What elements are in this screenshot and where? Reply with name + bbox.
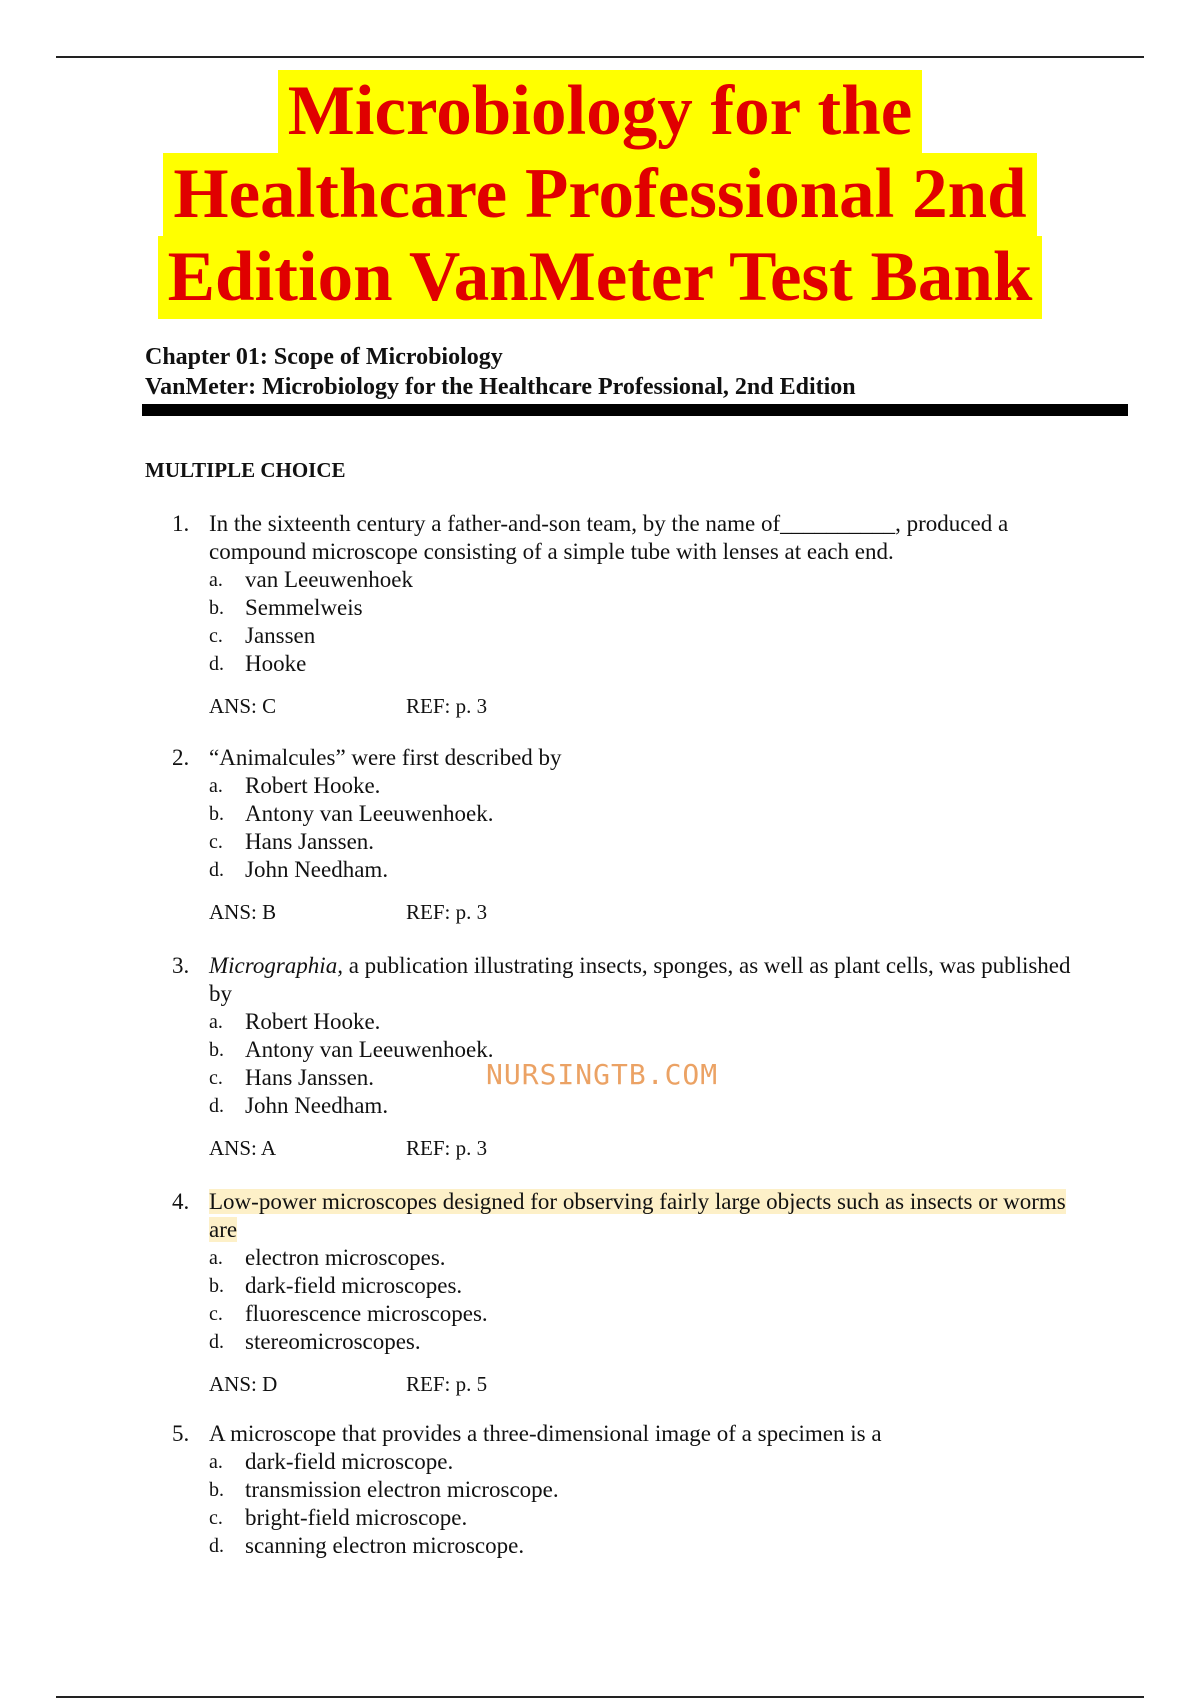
- option-text: Antony van Leeuwenhoek.: [245, 801, 494, 826]
- stem-text: a publication illustrating insects, sponges, as well as plant cells, was published: [342, 953, 1071, 978]
- stem-line: by: [209, 981, 232, 1006]
- option-text: Janssen: [245, 623, 316, 648]
- answer-line: [209, 1370, 1119, 1398]
- option-text: fluorescence microscopes.: [245, 1301, 488, 1326]
- chapter-heading: [145, 342, 856, 402]
- option-letter: c.: [209, 1303, 223, 1325]
- question-1: [172, 510, 1119, 720]
- highlighted-text: Low-power microscopes designed for observing fairly large objects such as insects or worms: [209, 1189, 1066, 1214]
- option-text: Robert Hooke.: [245, 1009, 381, 1034]
- option-b: [209, 594, 1119, 622]
- top-rule: [56, 56, 1144, 58]
- option-d: [209, 1328, 1119, 1356]
- answer-key: ANS: A: [209, 1136, 277, 1160]
- option-text: electron microscopes.: [245, 1245, 446, 1270]
- option-letter: c.: [209, 1507, 223, 1529]
- question-2: [172, 744, 1119, 926]
- answer-line: [209, 898, 1119, 926]
- option-letter: b.: [209, 597, 224, 619]
- publication-title: Micrographia,: [209, 953, 343, 978]
- option-a: [209, 1008, 1119, 1036]
- option-text: Robert Hooke.: [245, 773, 381, 798]
- option-letter: c.: [209, 1067, 223, 1089]
- option-letter: d.: [209, 653, 224, 675]
- title-line-2: Healthcare Professional 2nd: [163, 153, 1036, 236]
- stem-line: [209, 952, 1119, 980]
- chapter-title: Chapter 01: Scope of Microbiology: [145, 344, 503, 370]
- book-title: VanMeter: Microbiology for the Healthcare Professional, 2nd Edition: [145, 374, 856, 400]
- option-d: [209, 1532, 1119, 1560]
- option-text: transmission electron microscope.: [245, 1477, 559, 1502]
- option-a: [209, 1244, 1119, 1272]
- option-letter: a.: [209, 1247, 223, 1269]
- answer-key: ANS: D: [209, 1372, 278, 1396]
- option-d: [209, 856, 1119, 884]
- option-letter: d.: [209, 1331, 224, 1353]
- option-text: bright-field microscope.: [245, 1505, 468, 1530]
- option-a: [209, 772, 1119, 800]
- answer-reference: REF: p. 3: [406, 1136, 488, 1160]
- heading-divider: [142, 404, 1128, 416]
- option-text: Antony van Leeuwenhoek.: [245, 1037, 494, 1062]
- option-letter: d.: [209, 1535, 224, 1557]
- highlighted-text: are: [209, 1217, 238, 1242]
- option-letter: b.: [209, 803, 224, 825]
- question-number: 2.: [172, 745, 190, 770]
- option-b: [209, 1476, 1119, 1504]
- option-text: dark-field microscopes.: [245, 1273, 463, 1298]
- question-number: 1.: [172, 511, 190, 536]
- option-letter: b.: [209, 1479, 224, 1501]
- question-stem: [209, 952, 1119, 1008]
- option-text: John Needham.: [245, 1093, 389, 1118]
- option-letter: d.: [209, 1095, 224, 1117]
- stem-line: “Animalcules” were first described by: [209, 745, 562, 770]
- title-line-1: Microbiology for the: [278, 70, 922, 153]
- option-letter: d.: [209, 859, 224, 881]
- option-text: stereomicroscopes.: [245, 1329, 421, 1354]
- answer-reference: REF: p. 3: [406, 694, 488, 718]
- option-letter: c.: [209, 831, 223, 853]
- option-c: [209, 1300, 1119, 1328]
- bottom-rule: [56, 1696, 1144, 1698]
- option-a: [209, 1448, 1119, 1476]
- option-d: [209, 1092, 1119, 1120]
- option-text: scanning electron microscope.: [245, 1533, 525, 1558]
- option-text: Hans Janssen.: [245, 829, 375, 854]
- stem-line: [209, 1188, 1119, 1216]
- option-text: Semmelweis: [245, 595, 363, 620]
- title-line-3: Edition VanMeter Test Bank: [158, 236, 1043, 319]
- option-letter: c.: [209, 625, 223, 647]
- stem-line: In the sixteenth century a father-and-son team, by the name of__________, produced a: [209, 511, 1009, 536]
- question-4: [172, 1188, 1119, 1398]
- option-letter: a.: [209, 1011, 223, 1033]
- option-letter: a.: [209, 775, 223, 797]
- option-c: [209, 828, 1119, 856]
- answer-key: ANS: B: [209, 900, 277, 924]
- option-b: [209, 800, 1119, 828]
- option-text: dark-field microscope.: [245, 1449, 454, 1474]
- stem-line: A microscope that provides a three-dimensional image of a specimen is a: [209, 1421, 882, 1446]
- question-3: [172, 952, 1119, 1162]
- answer-reference: REF: p. 3: [406, 900, 488, 924]
- option-c: [209, 1504, 1119, 1532]
- option-letter: b.: [209, 1275, 224, 1297]
- option-text: John Needham.: [245, 857, 389, 882]
- question-number: 5.: [172, 1421, 190, 1446]
- question-5: [172, 1420, 1119, 1560]
- option-text: van Leeuwenhoek: [245, 567, 413, 592]
- question-number: 4.: [172, 1189, 190, 1214]
- question-stem-highlighted: [209, 1188, 1119, 1244]
- question-stem: [209, 510, 1119, 566]
- stem-line: [209, 1216, 1119, 1244]
- answer-line: [209, 692, 1119, 720]
- question-stem: [209, 1420, 1119, 1448]
- document-title: [0, 70, 1200, 319]
- question-stem: [209, 744, 1119, 772]
- option-a: [209, 566, 1119, 594]
- watermark: NURSINGTB.COM: [486, 1058, 719, 1091]
- option-letter: a.: [209, 569, 223, 591]
- section-heading: MULTIPLE CHOICE: [145, 458, 346, 482]
- option-b: [209, 1272, 1119, 1300]
- option-text: Hans Janssen.: [245, 1065, 375, 1090]
- answer-line: [209, 1134, 1119, 1162]
- option-d: [209, 650, 1119, 678]
- option-text: Hooke: [245, 651, 307, 676]
- option-letter: a.: [209, 1451, 223, 1473]
- answer-key: ANS: C: [209, 694, 277, 718]
- question-number: 3.: [172, 953, 190, 978]
- answer-reference: REF: p. 5: [406, 1372, 488, 1396]
- option-letter: b.: [209, 1039, 224, 1061]
- stem-line: compound microscope consisting of a simple tube with lenses at each end.: [209, 539, 894, 564]
- option-c: [209, 622, 1119, 650]
